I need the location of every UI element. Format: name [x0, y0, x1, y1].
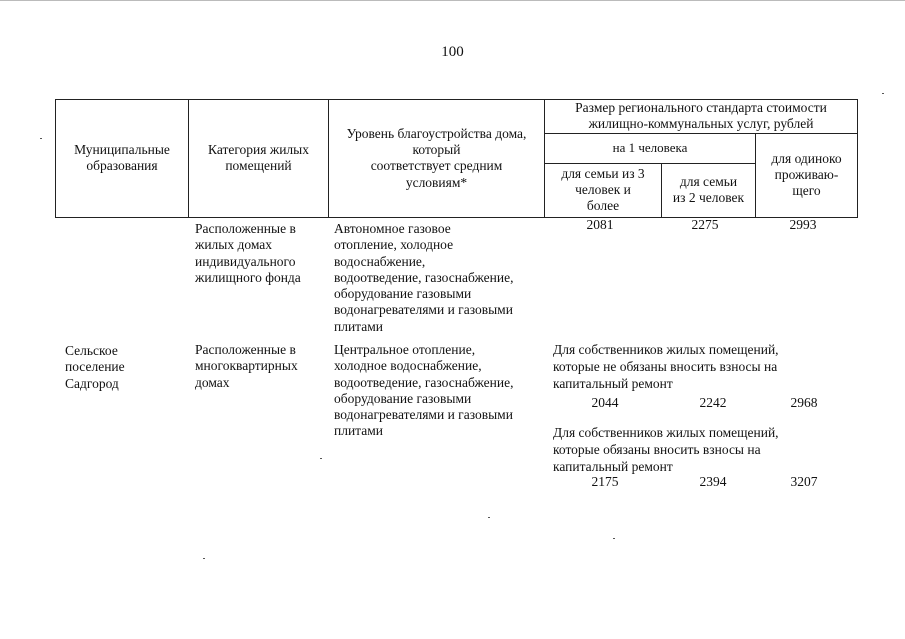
- row2-group2-note: Для собственников жилых помещений, которые обязаны вносить взносы на капитальный ремонт: [553, 425, 779, 474]
- header-family3: для семьи из 3 человек и более: [545, 163, 662, 217]
- row1-level: Автономное газовое отопление, холодное водоснабжение, водоотведение, газоснабжение, оборудование газовыми водонагревателями и газовыми плитами: [334, 221, 514, 334]
- scan-edge: [0, 0, 905, 1]
- scan-speck: [203, 558, 205, 559]
- row2-category: Расположенные в многоквартирных домах: [195, 342, 298, 390]
- scan-speck: [613, 538, 615, 539]
- row2-level: Центральное отопление, холодное водоснабжение, водоотведение, газоснабжение, оборудование газовыми водонагревателями и газовыми плитами: [334, 342, 514, 439]
- header-per-person: на 1 человека: [545, 133, 756, 163]
- row2-group1-note: Для собственников жилых помещений, которые не обязаны вносить взносы на капитальный ремонт: [553, 342, 779, 391]
- scan-speck: [882, 93, 884, 94]
- scan-speck: [40, 138, 42, 139]
- header-category: Категория жилых помещений: [189, 100, 329, 218]
- header-single: для одиноко проживаю- щего: [756, 133, 858, 217]
- municipality-name: Сельское поселение Садгород: [65, 343, 125, 391]
- row2-group1-value-family3: 2044: [591, 395, 619, 410]
- row2-group2-value-single: 3207: [790, 474, 818, 489]
- row1-category: Расположенные в жилых домах индивидуального жилищного фонда: [195, 221, 301, 285]
- header-municipality: Муниципальные образования: [56, 100, 189, 218]
- table-header: [55, 99, 858, 218]
- row2-group1-value-single: 2968: [790, 395, 818, 410]
- row1-value-single: 2993: [789, 217, 817, 232]
- header-standard: Размер регионального стандарта стоимости жилищно-коммунальных услуг, рублей: [545, 100, 858, 134]
- row2-group2-value-family3: 2175: [591, 474, 619, 489]
- row2-group1-value-family2: 2242: [699, 395, 727, 410]
- row1-value-family2: 2275: [691, 217, 719, 232]
- header-level: Уровень благоустройства дома, который соответствует средним условиям*: [329, 100, 545, 218]
- scan-speck: [488, 517, 490, 518]
- header-family2: для семьи из 2 человек: [662, 163, 756, 217]
- scan-speck: [320, 458, 322, 459]
- row2-group2-value-family2: 2394: [699, 474, 727, 489]
- row1-value-family3: 2081: [586, 217, 614, 232]
- page-number: 100: [441, 44, 464, 60]
